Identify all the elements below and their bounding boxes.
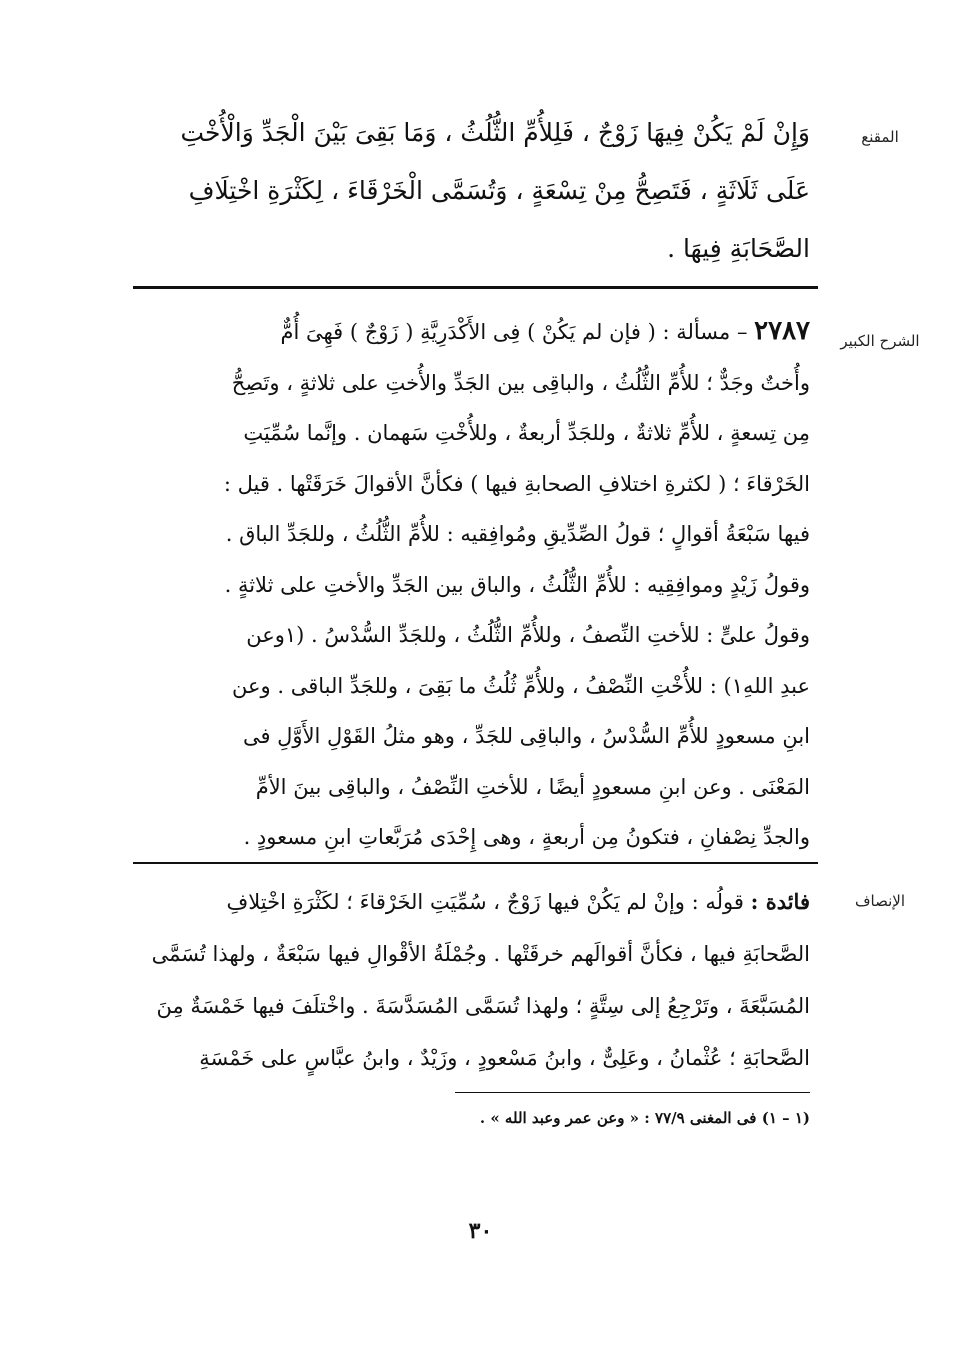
insaf-line: قولُه : وإنْ لم يَكُنْ فيها زَوْجٌ ، سُمِّيَتِ الخَرْقاءَ ؛ لكَثْرَةِ اخْتِلافِ xyxy=(226,890,744,914)
sharh-text xyxy=(105,306,810,863)
insaf-text xyxy=(105,876,810,1084)
muqni-label: المقنع xyxy=(861,128,899,146)
issue-number: ٢٧٨٧ xyxy=(754,316,810,346)
sharh-line: وقولُ زَيْدٍ وموافِقِيه : للأُمِّ الثُّلُثُ ، والباق بين الجَدِّ والأختِ على ثلاثةٍ . xyxy=(224,572,810,597)
section-divider-bottom xyxy=(133,862,818,864)
sharh-line: الخَرْقاءَ ؛ ( لكثرةِ اختلافِ الصحابةِ فيها ) فكأنَّ الأقوالَ خَرَقَتْها . قيل : xyxy=(223,471,810,496)
sharh-line: ابنِ مسعودٍ للأُمِّ السُّدْسُ ، والباقِى للجَدِّ ، وهو مثلُ القَوْلِ الأَوَّلِ فى xyxy=(242,724,810,748)
page-number: ٣٠ xyxy=(468,1218,493,1244)
footnote: (١ – ١) فى المغنى ٧٧/٩ : « وعن عمر وعبد الله » . xyxy=(479,1109,810,1127)
muqni-line: وَإِنْ لَمْ يَكُنْ فِيهَا زَوْجٌ ، فَلِلأُمِّ الثُّلُثُ ، وَمَا بَقِىَ بَيْنَ الْجَدِّ وَالْأُخْتِ xyxy=(180,118,810,147)
sharh-line: فيها سَبْعَةُ أقوالٍ ؛ قولُ الصِّدِّيقِ ومُوافِقيه : للأُمِّ الثُّلُثُ ، وللجَدِّ الباق . xyxy=(225,522,810,546)
sharh-line: وأُختٌ وجَدٌّ ؛ للأُمِّ الثُّلُثُ ، والباقِى بين الجَدِّ والأُختِ على ثلاثةٍ ، وتَصِحُّ xyxy=(231,370,810,395)
insaf-label: الإنصاف xyxy=(854,892,906,910)
sharh-line: مِن تِسعةٍ ، للأُمِّ ثلاثةٌ ، وللجَدِّ أربعةٌ ، وللأُخْتِ سَهمان . وإنَّما سُمِّيَتِ xyxy=(243,421,810,445)
sharh-line: والجدِّ نِصْفانِ ، فتكونُ مِن أربعةٍ ، وهى إِحْدَى مُرَبَّعاتِ ابنِ مسعودٍ . xyxy=(243,825,810,849)
muqni-text xyxy=(105,104,810,278)
sharh-line-first xyxy=(105,306,810,358)
section-divider-top xyxy=(133,286,818,289)
sharh-line: – مسألة : ( فإن لم يَكُنْ ) فِى الأَكْدَرِيَّةِ ( زَوْجٌ ) فَهِىَ أُمٌّ xyxy=(280,320,748,344)
sharh-line: عبدِ اللهِ١) : للأُخْتِ النِّصْفُ ، وللأُمِّ ثُلُثُ ما بَقِىَ ، وللجَدِّ الباقى . وعن xyxy=(232,673,810,698)
muqni-line: عَلَى ثَلَاثَةٍ ، فَتَصِحُّ مِنْ تِسْعَةٍ ، وَتُسَمَّى الْخَرْقَاءَ ، لِكَثْرَةِ اخْتِلَافِ xyxy=(188,176,810,205)
footnote-rule xyxy=(455,1092,810,1093)
insaf-line: المُسَبَّعَةَ ، وتَرْجِعُ إلى سِتَّةٍ ؛ ولهذا تُسَمَّى المُسَدَّسَةَ . واخْتلَفَ فيها خَمْسَةٌ مِنَ xyxy=(156,994,810,1018)
muqni-line: الصَّحَابَةِ فِيهَا . xyxy=(667,234,810,263)
insaf-line: الصَّحابَةِ ؛ عُثْمانُ ، وعَلِىٌّ ، وابنُ مَسْعودٍ ، وزَيْدٌ ، وابنُ عبَّاسٍ على خَمْسَةِ xyxy=(199,1046,810,1070)
sharh-line: المَعْنَى . وعن ابنِ مسعودٍ أيضًا ، للأختِ النِّصْفُ ، والباقِى بينَ الأمِّ xyxy=(255,774,810,799)
faida-heading: فائدة : xyxy=(750,889,810,914)
insaf-line-first xyxy=(105,876,810,928)
sharh-line: وقولُ علىٍّ : للأختِ النِّصفُ ، وللأُمِّ الثُّلُثُ ، وللجَدِّ السُّدْسُ . (١وعن xyxy=(246,623,810,647)
sharh-label: الشرح الكبير xyxy=(840,332,920,350)
insaf-line: الصَّحابَةِ فيها ، فكأنَّ أقوالَهم خرقَتْها . وجُمْلَةُ الأقْوالِ فيها سَبْعَةٌ ، ولهذا تُسَمَّى xyxy=(151,942,810,966)
